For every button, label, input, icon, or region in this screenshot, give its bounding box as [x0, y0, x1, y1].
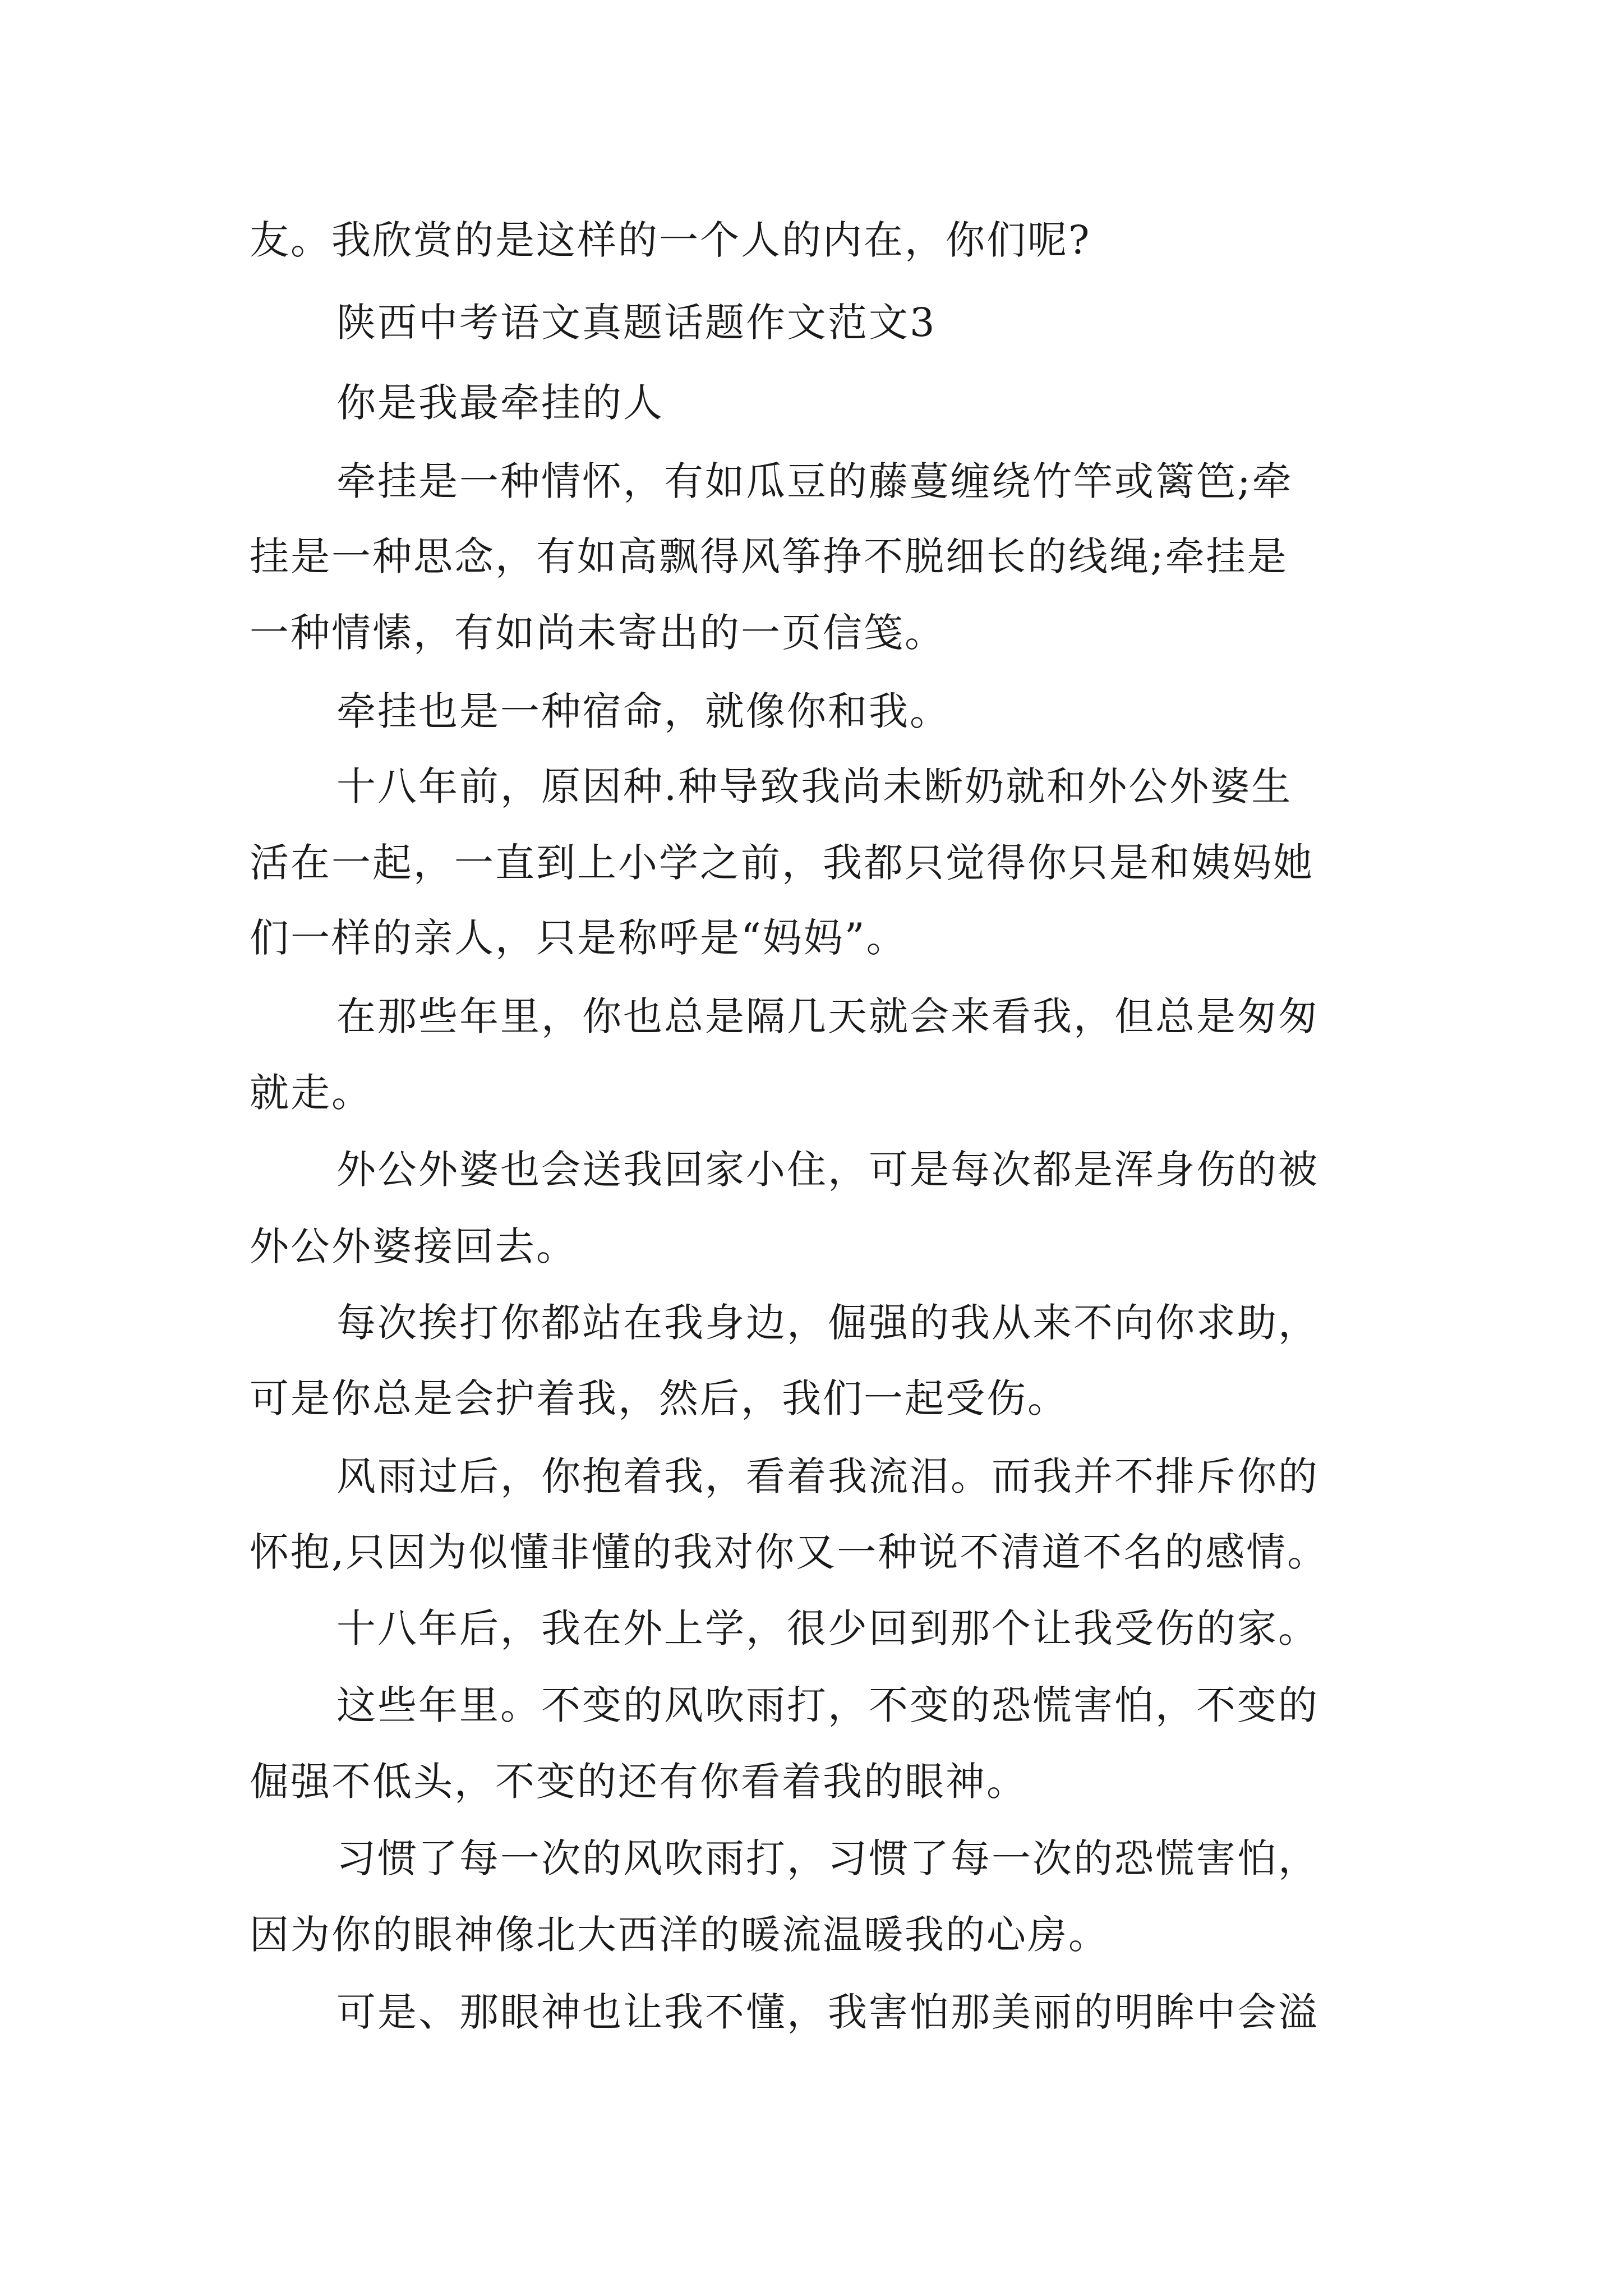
paragraph-line: 外公外婆也会送我回家小住，可是每次都是浑身伤的被	[336, 1147, 1319, 1193]
paragraph-line: 们一样的亲人，只是称呼是“妈妈”。	[250, 915, 907, 961]
essay-title: 你是我最牵挂的人	[336, 380, 664, 426]
paragraph-line: 可是、那眼神也让我不懂，我害怕那美丽的明眸中会溢	[336, 1989, 1319, 2035]
paragraph-line: 牵挂是一种情怀，有如瓜豆的藤蔓缠绕竹竿或篱笆;牵	[336, 458, 1293, 504]
paragraph-line: 习惯了每一次的风吹雨打，习惯了每一次的恐慌害怕，	[336, 1835, 1319, 1881]
paragraph-line: 一种情愫，有如尚未寄出的一页信笺。	[250, 610, 946, 656]
paragraph-line: 牵挂也是一种宿命，就像你和我。	[336, 688, 951, 734]
paragraph-line: 倔强不低头，不变的还有你看着我的眼神。	[250, 1759, 1027, 1805]
paragraph-line: 在那些年里，你也总是隔几天就会来看我，但总是匆匆	[336, 993, 1319, 1039]
paragraph-line: 可是你总是会护着我，然后，我们一起受伤。	[250, 1375, 1068, 1421]
paragraph-line: 十八年后，我在外上学，很少回到那个让我受伤的家。	[336, 1605, 1319, 1651]
paragraph-line: 风雨过后，你抱着我，看着我流泪。而我并不排斥你的	[336, 1453, 1319, 1499]
paragraph-line: 挂是一种思念，有如高飘得风筝挣不脱细长的线绳;牵挂是	[250, 533, 1288, 579]
paragraph-line: 外公外婆接回去。	[250, 1223, 577, 1269]
paragraph-line: 每次挨打你都站在我身边，倔强的我从来不向你求助，	[336, 1300, 1319, 1346]
paragraph-line: 怀抱,只因为似懂非懂的我对你又一种说不清道不名的感情。	[250, 1529, 1329, 1575]
text-line-continuation: 友。我欣赏的是这样的一个人的内在，你们呢?	[250, 217, 1091, 263]
paragraph-line: 这些年里。不变的风吹雨打，不变的恐慌害怕，不变的	[336, 1682, 1319, 1728]
paragraph-line: 十八年前，原因种.种导致我尚未断奶就和外公外婆生	[336, 763, 1293, 809]
paragraph-line: 就走。	[250, 1070, 372, 1116]
paragraph-line: 活在一起，一直到上小学之前，我都只觉得你只是和姨妈她	[250, 840, 1314, 886]
essay-heading: 陕西中考语文真题话题作文范文3	[336, 300, 937, 346]
paragraph-line: 因为你的眼神像北大西洋的暖流温暖我的心房。	[250, 1912, 1109, 1958]
